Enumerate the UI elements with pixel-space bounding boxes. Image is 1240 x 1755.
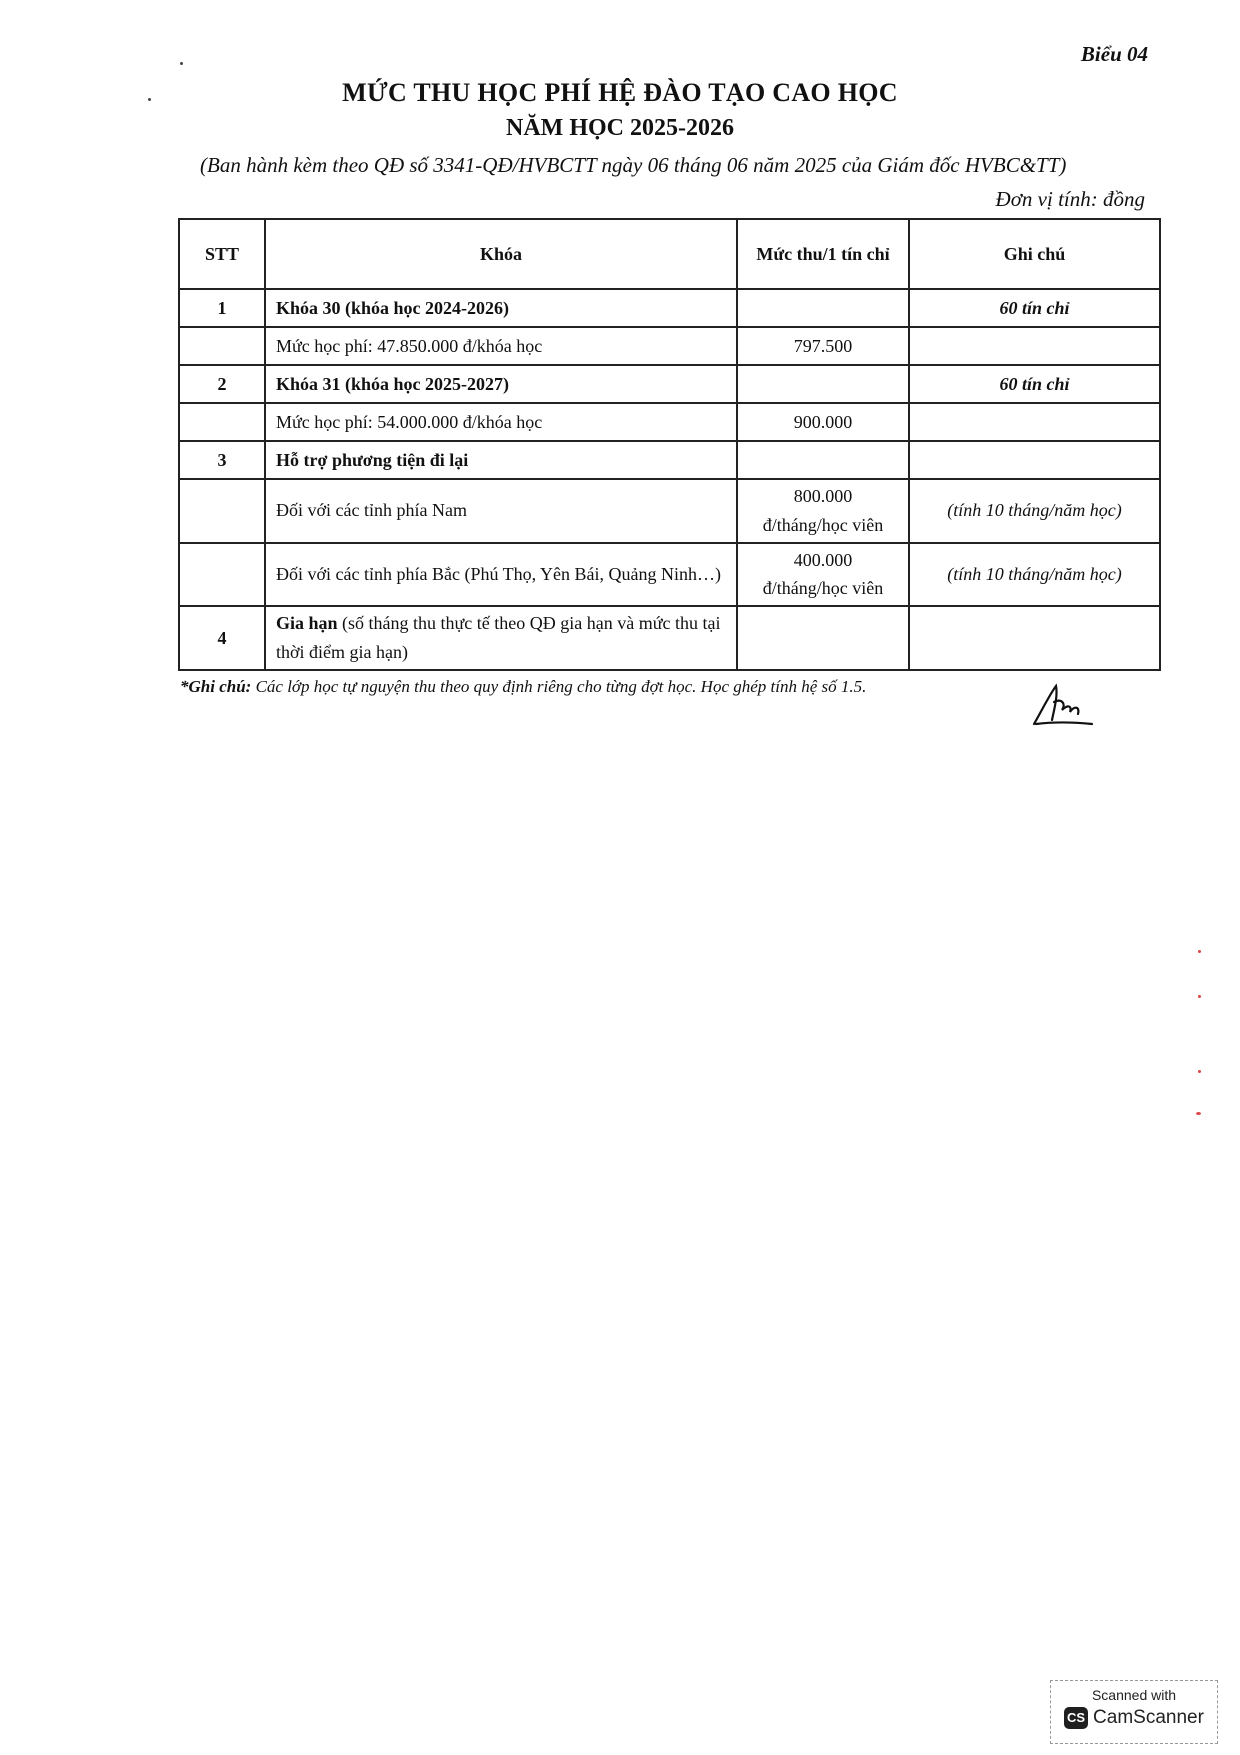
row-ghi-chu (909, 403, 1160, 441)
row-khoa: Đối với các tỉnh phía Bắc (Phú Thọ, Yên Bái, Quảng Ninh…) (265, 543, 737, 607)
row-khoa (265, 606, 737, 670)
document-title: MỨC THU HỌC PHÍ HỆ ĐÀO TẠO CAO HỌC (342, 78, 898, 107)
table-row (179, 543, 1160, 607)
muc-thu-amount: 400.000 (793, 549, 853, 570)
row-stt (179, 327, 265, 365)
row-muc-thu: 797.500 (737, 327, 909, 365)
row-ghi-chu: (tính 10 tháng/năm học) (909, 479, 1160, 543)
camscanner-badge (1050, 1680, 1218, 1744)
scanned-with-label: Scanned with (1091, 1687, 1177, 1703)
row-ghi-chu (909, 441, 1160, 479)
header-muc-thu: Mức thu/1 tín chỉ (737, 219, 909, 289)
row-khoa: Hỗ trợ phương tiện đi lại (265, 441, 737, 479)
table-row (179, 289, 1160, 327)
row-khoa: Khóa 30 (khóa học 2024-2026) (265, 289, 737, 327)
table-row (179, 479, 1160, 543)
table-row (179, 606, 1160, 670)
table-row (179, 327, 1160, 365)
row-muc-thu (737, 606, 909, 670)
row-stt: 4 (179, 606, 265, 670)
muc-thu-amount: 800.000 (793, 486, 853, 506)
header-khoa: Khóa (265, 219, 737, 289)
table-row (179, 403, 1160, 441)
scan-speck (1198, 995, 1201, 998)
header-ghi-chu: Ghi chú (909, 219, 1160, 289)
row-muc-thu (737, 479, 909, 543)
row-stt (179, 403, 265, 441)
currency-unit: Đơn vị tính: đồng (995, 187, 1145, 211)
row-khoa: Khóa 31 (khóa học 2025-2027) (265, 365, 737, 403)
table-row (179, 441, 1160, 479)
header-stt: STT (179, 219, 265, 289)
row-khoa: Đối với các tỉnh phía Nam (265, 479, 737, 543)
row-khoa: Mức học phí: 47.850.000 đ/khóa học (265, 327, 737, 365)
row-ghi-chu: (tính 10 tháng/năm học) (909, 543, 1160, 607)
form-number: Biểu 04 (1080, 42, 1148, 66)
table-row (179, 365, 1160, 403)
muc-thu-unit: đ/tháng/học viên (762, 514, 884, 535)
row-khoa-rest: (số tháng thu thực tế theo QĐ gia hạn và mức thu tại thời điểm gia hạn) (276, 613, 721, 662)
row-ghi-chu: 60 tín chỉ (909, 365, 1160, 403)
row-ghi-chu (909, 327, 1160, 365)
camscanner-logo-icon: CS (1064, 1707, 1088, 1729)
scan-speck (1196, 1112, 1201, 1115)
tuition-fee-table (178, 218, 1161, 671)
scan-speck (1198, 950, 1201, 953)
row-stt (179, 543, 265, 607)
row-muc-thu: 900.000 (737, 403, 909, 441)
muc-thu-unit: đ/tháng/học viên (762, 578, 884, 599)
decision-reference: (Ban hành kèm theo QĐ số 3341-QĐ/HVBCTT ngày 06 tháng 06 năm 2025 của Giám đốc HVBC&TT) (200, 153, 1067, 177)
row-muc-thu (737, 289, 909, 327)
row-stt: 2 (179, 365, 265, 403)
row-muc-thu (737, 365, 909, 403)
signature-initials (1028, 680, 1098, 730)
row-khoa: Mức học phí: 54.000.000 đ/khóa học (265, 403, 737, 441)
camscanner-name: CamScanner (1093, 1707, 1204, 1728)
academic-year-title: NĂM HỌC 2025-2026 (506, 115, 734, 141)
camscanner-brand (1051, 1707, 1217, 1729)
footnote-prefix: *Ghi chú: (180, 677, 252, 696)
row-muc-thu (737, 441, 909, 479)
row-ghi-chu (909, 606, 1160, 670)
row-muc-thu (737, 543, 909, 607)
scan-speck (180, 62, 183, 65)
table-header-row (179, 219, 1160, 289)
row-khoa-bold: Gia hạn (276, 613, 338, 634)
row-stt (179, 479, 265, 543)
row-stt: 3 (179, 441, 265, 479)
footnote-text: Các lớp học tự nguyện thu theo quy định riêng cho từng đợt học. Học ghép tính hệ số 1.5. (251, 677, 867, 696)
row-stt: 1 (179, 289, 265, 327)
row-ghi-chu: 60 tín chỉ (909, 289, 1160, 327)
scan-speck (1198, 1070, 1201, 1073)
footnote (180, 677, 866, 697)
